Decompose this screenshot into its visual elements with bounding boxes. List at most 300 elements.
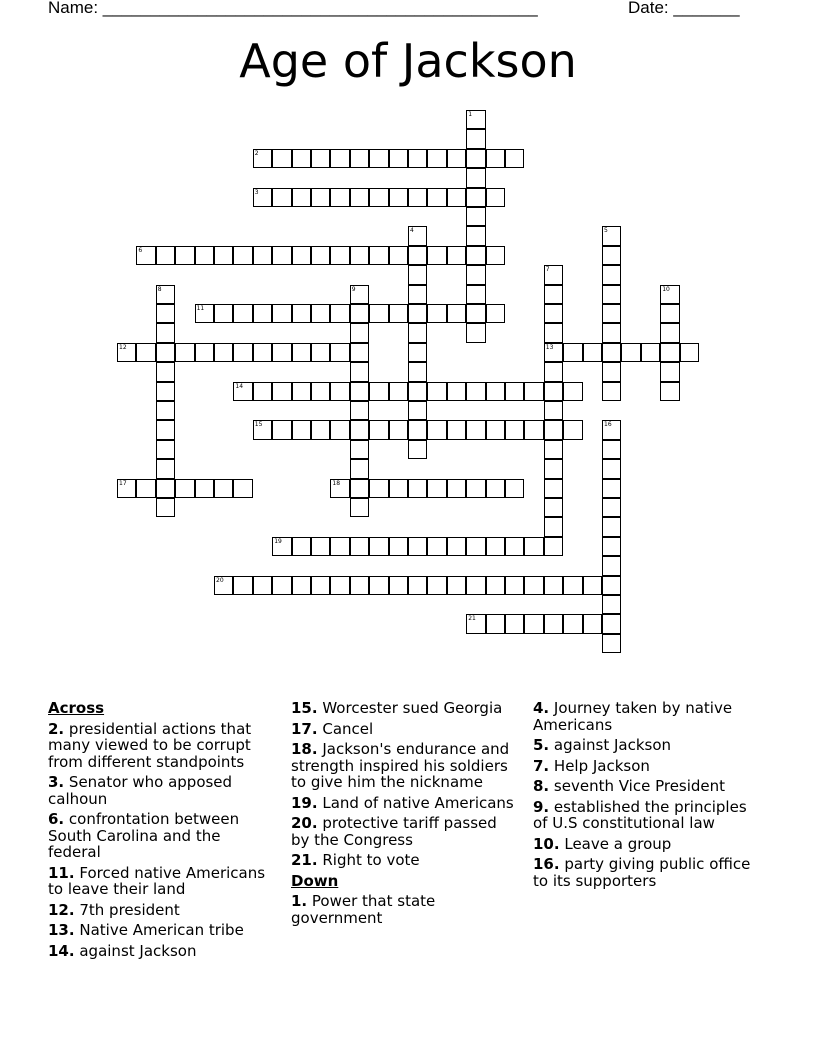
grid-cell[interactable] xyxy=(544,420,563,439)
clue-number: 21. xyxy=(291,851,318,869)
grid-cell[interactable] xyxy=(408,382,427,401)
cell-number: 13 xyxy=(545,343,554,351)
grid-cell[interactable] xyxy=(486,420,505,439)
clues-column-2 xyxy=(291,700,519,930)
grid-cell[interactable] xyxy=(350,401,369,420)
grid-cell[interactable] xyxy=(350,362,369,381)
grid-cell[interactable] xyxy=(544,343,563,362)
grid-cell[interactable] xyxy=(389,479,408,498)
grid-cell[interactable] xyxy=(602,420,621,439)
grid-cell[interactable] xyxy=(408,420,427,439)
grid-cell[interactable] xyxy=(272,304,291,323)
grid-cell[interactable] xyxy=(369,420,388,439)
grid-cell[interactable] xyxy=(233,246,252,265)
grid-cell[interactable] xyxy=(350,479,369,498)
grid-cell[interactable] xyxy=(641,343,660,362)
clue-17 xyxy=(291,721,519,738)
grid-cell[interactable] xyxy=(369,188,388,207)
grid-cell[interactable] xyxy=(447,304,466,323)
grid-cell[interactable] xyxy=(544,459,563,478)
grid-cell[interactable] xyxy=(466,420,485,439)
grid-cell[interactable] xyxy=(544,440,563,459)
grid-cell[interactable] xyxy=(602,265,621,284)
grid-cell[interactable] xyxy=(369,479,388,498)
grid-cell[interactable] xyxy=(544,517,563,536)
clue-number: 8. xyxy=(533,777,550,795)
grid-cell[interactable] xyxy=(136,479,155,498)
cell-number: 16 xyxy=(604,421,612,429)
grid-cell[interactable] xyxy=(156,498,175,517)
grid-cell[interactable] xyxy=(253,420,272,439)
grid-cell[interactable] xyxy=(486,382,505,401)
grid-cell[interactable] xyxy=(214,343,233,362)
grid-cell[interactable] xyxy=(660,323,679,342)
grid-cell[interactable] xyxy=(466,382,485,401)
grid-cell[interactable] xyxy=(233,304,252,323)
grid-cell[interactable] xyxy=(660,304,679,323)
clue-19 xyxy=(291,795,519,812)
grid-cell[interactable] xyxy=(350,343,369,362)
clue-number: 15. xyxy=(291,699,318,717)
grid-cell[interactable] xyxy=(408,401,427,420)
grid-cell[interactable] xyxy=(117,479,136,498)
grid-cell[interactable] xyxy=(660,343,679,362)
clue-number: 20. xyxy=(291,814,318,832)
grid-cell[interactable] xyxy=(350,420,369,439)
grid-cell[interactable] xyxy=(350,537,369,556)
grid-cell[interactable] xyxy=(524,420,543,439)
grid-cell[interactable] xyxy=(427,188,446,207)
grid-cell[interactable] xyxy=(350,246,369,265)
grid-cell[interactable] xyxy=(214,304,233,323)
grid-cell[interactable] xyxy=(544,576,563,595)
grid-cell[interactable] xyxy=(311,304,330,323)
clue-number: 13. xyxy=(48,921,75,939)
grid-cell[interactable] xyxy=(195,304,214,323)
clue-number: 12. xyxy=(48,900,75,919)
grid-cell[interactable] xyxy=(272,382,291,401)
cell-number: 17 xyxy=(119,479,127,487)
grid-cell[interactable] xyxy=(602,440,621,459)
grid-cell[interactable] xyxy=(272,576,291,595)
grid-cell[interactable] xyxy=(233,576,252,595)
grid-cell[interactable] xyxy=(369,149,388,168)
cell-number: 6 xyxy=(138,246,143,254)
grid-cell[interactable] xyxy=(389,188,408,207)
grid-cell[interactable] xyxy=(292,188,311,207)
clue-text: seventh Vice President xyxy=(553,777,726,795)
clue-4 xyxy=(533,700,761,733)
grid-cell[interactable] xyxy=(272,149,291,168)
grid-cell[interactable] xyxy=(466,537,485,556)
grid-cell[interactable] xyxy=(563,420,582,439)
clue-1 xyxy=(291,893,519,926)
clue-text: confrontation between South Carolina and the federal xyxy=(48,810,240,861)
grid-cell[interactable] xyxy=(544,479,563,498)
clue-number: 19. xyxy=(291,793,318,812)
grid-cell[interactable] xyxy=(660,285,679,304)
grid-cell[interactable] xyxy=(447,537,466,556)
grid-cell[interactable] xyxy=(272,420,291,439)
grid-cell[interactable] xyxy=(408,362,427,381)
grid-cell[interactable] xyxy=(408,285,427,304)
grid-cell[interactable] xyxy=(330,479,349,498)
grid-cell[interactable] xyxy=(292,304,311,323)
cell-number: 12 xyxy=(119,343,127,351)
grid-cell[interactable] xyxy=(544,537,563,556)
clue-number: 3. xyxy=(48,773,65,791)
clue-text: Journey taken by native Americans xyxy=(533,699,733,734)
grid-cell[interactable] xyxy=(214,576,233,595)
grid-cell[interactable] xyxy=(660,362,679,381)
grid-cell[interactable] xyxy=(563,576,582,595)
clue-9 xyxy=(533,799,761,832)
grid-cell[interactable] xyxy=(544,614,563,633)
grid-cell[interactable] xyxy=(602,595,621,614)
grid-cell[interactable] xyxy=(156,440,175,459)
grid-cell[interactable] xyxy=(602,246,621,265)
grid-cell[interactable] xyxy=(408,265,427,284)
grid-cell[interactable] xyxy=(505,420,524,439)
grid-cell[interactable] xyxy=(350,323,369,342)
grid-cell[interactable] xyxy=(602,556,621,575)
cell-number: 4 xyxy=(410,227,414,235)
grid-cell[interactable] xyxy=(330,188,349,207)
grid-cell[interactable] xyxy=(253,576,272,595)
grid-cell[interactable] xyxy=(524,537,543,556)
grid-cell[interactable] xyxy=(466,479,485,498)
grid-cell[interactable] xyxy=(602,304,621,323)
grid-cell[interactable] xyxy=(117,343,136,362)
grid-cell[interactable] xyxy=(602,343,621,362)
grid-cell[interactable] xyxy=(466,323,485,342)
grid-cell[interactable] xyxy=(505,479,524,498)
grid-cell[interactable] xyxy=(292,246,311,265)
grid-cell[interactable] xyxy=(253,188,272,207)
grid-cell[interactable] xyxy=(195,479,214,498)
grid-cell[interactable] xyxy=(505,149,524,168)
grid-cell[interactable] xyxy=(466,285,485,304)
grid-cell[interactable] xyxy=(505,382,524,401)
grid-cell[interactable] xyxy=(486,537,505,556)
grid-cell[interactable] xyxy=(486,149,505,168)
clue-text: against Jackson xyxy=(79,941,197,960)
grid-cell[interactable] xyxy=(602,285,621,304)
grid-cell[interactable] xyxy=(330,149,349,168)
grid-cell[interactable] xyxy=(136,343,155,362)
grid-cell[interactable] xyxy=(272,246,291,265)
clue-text: presidential actions that many viewed to be corrupt from different standpoints xyxy=(48,719,252,771)
grid-cell[interactable] xyxy=(602,382,621,401)
cell-number: 2 xyxy=(254,149,259,157)
grid-cell[interactable] xyxy=(195,246,214,265)
grid-cell[interactable] xyxy=(311,537,330,556)
grid-cell[interactable] xyxy=(350,149,369,168)
grid-cell[interactable] xyxy=(175,479,194,498)
grid-cell[interactable] xyxy=(408,537,427,556)
cell-number: 3 xyxy=(254,188,259,196)
grid-cell[interactable] xyxy=(195,343,214,362)
clue-14 xyxy=(48,943,276,960)
grid-cell[interactable] xyxy=(330,420,349,439)
grid-cell[interactable] xyxy=(466,207,485,226)
grid-cell[interactable] xyxy=(544,498,563,517)
grid-cell[interactable] xyxy=(408,149,427,168)
clue-number: 14. xyxy=(48,941,75,960)
cell-number: 20 xyxy=(216,576,224,584)
grid-cell[interactable] xyxy=(369,246,388,265)
grid-cell[interactable] xyxy=(563,382,582,401)
cell-number: 7 xyxy=(545,266,550,274)
cell-number: 19 xyxy=(274,537,282,545)
grid-cell[interactable] xyxy=(156,479,175,498)
grid-cell[interactable] xyxy=(408,576,427,595)
grid-cell[interactable] xyxy=(486,188,505,207)
grid-cell[interactable] xyxy=(311,343,330,362)
grid-cell[interactable] xyxy=(156,246,175,265)
grid-cell[interactable] xyxy=(330,246,349,265)
grid-cell[interactable] xyxy=(272,188,291,207)
grid-cell[interactable] xyxy=(602,226,621,245)
grid-cell[interactable] xyxy=(369,576,388,595)
grid-cell[interactable] xyxy=(447,246,466,265)
grid-cell[interactable] xyxy=(214,246,233,265)
grid-cell[interactable] xyxy=(311,149,330,168)
grid-cell[interactable] xyxy=(524,382,543,401)
grid-cell[interactable] xyxy=(602,517,621,536)
clue-text: Power that state government xyxy=(291,892,436,927)
grid-cell[interactable] xyxy=(408,188,427,207)
grid-cell[interactable] xyxy=(369,304,388,323)
grid-cell[interactable] xyxy=(447,382,466,401)
name-field-label[interactable]: Name: ______________________________________________ xyxy=(48,0,538,17)
grid-cell[interactable] xyxy=(447,479,466,498)
grid-cell[interactable] xyxy=(292,382,311,401)
grid-cell[interactable] xyxy=(427,420,446,439)
grid-cell[interactable] xyxy=(544,265,563,284)
grid-cell[interactable] xyxy=(253,304,272,323)
grid-cell[interactable] xyxy=(292,420,311,439)
grid-cell[interactable] xyxy=(272,537,291,556)
grid-cell[interactable] xyxy=(427,537,446,556)
grid-cell[interactable] xyxy=(486,246,505,265)
grid-cell[interactable] xyxy=(466,149,485,168)
grid-cell[interactable] xyxy=(233,479,252,498)
grid-cell[interactable] xyxy=(408,226,427,245)
grid-cell[interactable] xyxy=(330,576,349,595)
grid-cell[interactable] xyxy=(233,343,252,362)
grid-cell[interactable] xyxy=(466,265,485,284)
cell-number: 8 xyxy=(157,285,162,293)
grid-cell[interactable] xyxy=(350,285,369,304)
grid-cell[interactable] xyxy=(156,362,175,381)
grid-cell[interactable] xyxy=(602,479,621,498)
grid-cell[interactable] xyxy=(544,323,563,342)
grid-cell[interactable] xyxy=(389,382,408,401)
grid-cell[interactable] xyxy=(602,362,621,381)
grid-cell[interactable] xyxy=(408,440,427,459)
grid-cell[interactable] xyxy=(350,382,369,401)
grid-cell[interactable] xyxy=(466,110,485,129)
grid-cell[interactable] xyxy=(563,614,582,633)
grid-cell[interactable] xyxy=(214,479,233,498)
grid-cell[interactable] xyxy=(156,382,175,401)
grid-cell[interactable] xyxy=(602,498,621,517)
grid-cell[interactable] xyxy=(466,304,485,323)
grid-cell[interactable] xyxy=(602,634,621,653)
grid-cell[interactable] xyxy=(233,382,252,401)
grid-cell[interactable] xyxy=(544,382,563,401)
grid-cell[interactable] xyxy=(486,479,505,498)
grid-cell[interactable] xyxy=(389,537,408,556)
grid-cell[interactable] xyxy=(447,188,466,207)
grid-cell[interactable] xyxy=(350,304,369,323)
clue-number: 1. xyxy=(291,892,308,910)
grid-cell[interactable] xyxy=(505,537,524,556)
grid-cell[interactable] xyxy=(486,614,505,633)
grid-cell[interactable] xyxy=(389,246,408,265)
grid-cell[interactable] xyxy=(408,343,427,362)
grid-cell[interactable] xyxy=(466,168,485,187)
grid-cell[interactable] xyxy=(253,382,272,401)
clue-text: Cancel xyxy=(322,719,374,738)
clue-10 xyxy=(533,836,761,853)
grid-cell[interactable] xyxy=(136,246,155,265)
clue-number: 4. xyxy=(533,699,550,717)
grid-cell[interactable] xyxy=(175,343,194,362)
grid-cell[interactable] xyxy=(292,537,311,556)
grid-cell[interactable] xyxy=(156,459,175,478)
cell-number: 10 xyxy=(662,285,670,293)
grid-cell[interactable] xyxy=(427,382,446,401)
grid-cell[interactable] xyxy=(408,304,427,323)
grid-cell[interactable] xyxy=(156,285,175,304)
grid-cell[interactable] xyxy=(544,362,563,381)
grid-cell[interactable] xyxy=(156,343,175,362)
grid-cell[interactable] xyxy=(544,401,563,420)
grid-cell[interactable] xyxy=(602,614,621,633)
grid-cell[interactable] xyxy=(311,420,330,439)
grid-cell[interactable] xyxy=(602,537,621,556)
grid-cell[interactable] xyxy=(486,576,505,595)
grid-cell[interactable] xyxy=(292,149,311,168)
grid-cell[interactable] xyxy=(330,382,349,401)
grid-cell[interactable] xyxy=(350,576,369,595)
grid-cell[interactable] xyxy=(311,576,330,595)
grid-cell[interactable] xyxy=(369,382,388,401)
grid-cell[interactable] xyxy=(466,226,485,245)
grid-cell[interactable] xyxy=(330,343,349,362)
grid-cell[interactable] xyxy=(369,537,388,556)
grid-cell[interactable] xyxy=(292,343,311,362)
grid-cell[interactable] xyxy=(427,576,446,595)
grid-cell[interactable] xyxy=(544,304,563,323)
grid-cell[interactable] xyxy=(156,304,175,323)
grid-cell[interactable] xyxy=(583,614,602,633)
grid-cell[interactable] xyxy=(272,343,291,362)
grid-cell[interactable] xyxy=(660,382,679,401)
grid-cell[interactable] xyxy=(466,129,485,148)
grid-cell[interactable] xyxy=(330,304,349,323)
grid-cell[interactable] xyxy=(427,246,446,265)
clue-number: 10. xyxy=(533,834,560,853)
grid-cell[interactable] xyxy=(505,576,524,595)
cell-number: 14 xyxy=(235,382,244,390)
cell-number: 11 xyxy=(196,305,205,312)
grid-cell[interactable] xyxy=(680,343,699,362)
grid-cell[interactable] xyxy=(408,479,427,498)
grid-cell[interactable] xyxy=(156,323,175,342)
clue-6 xyxy=(48,811,276,861)
grid-cell[interactable] xyxy=(350,440,369,459)
grid-cell[interactable] xyxy=(427,479,446,498)
grid-cell[interactable] xyxy=(447,149,466,168)
grid-cell[interactable] xyxy=(466,614,485,633)
grid-cell[interactable] xyxy=(447,576,466,595)
clue-7 xyxy=(533,758,761,775)
grid-cell[interactable] xyxy=(621,343,640,362)
grid-cell[interactable] xyxy=(447,420,466,439)
grid-cell[interactable] xyxy=(389,576,408,595)
grid-cell[interactable] xyxy=(583,576,602,595)
grid-cell[interactable] xyxy=(350,188,369,207)
grid-cell[interactable] xyxy=(156,420,175,439)
date-field-label[interactable]: Date: _______ xyxy=(628,0,740,17)
grid-cell[interactable] xyxy=(389,149,408,168)
grid-cell[interactable] xyxy=(486,304,505,323)
clue-text: Right to vote xyxy=(322,851,420,869)
grid-cell[interactable] xyxy=(524,614,543,633)
grid-cell[interactable] xyxy=(311,246,330,265)
grid-cell[interactable] xyxy=(408,246,427,265)
grid-cell[interactable] xyxy=(350,498,369,517)
grid-cell[interactable] xyxy=(524,576,543,595)
grid-cell[interactable] xyxy=(563,343,582,362)
grid-cell[interactable] xyxy=(292,576,311,595)
clue-number: 16. xyxy=(533,855,560,873)
cell-number: 1 xyxy=(468,111,473,118)
grid-cell[interactable] xyxy=(311,382,330,401)
clues-column-3 xyxy=(533,700,761,893)
grid-cell[interactable] xyxy=(505,614,524,633)
clue-text: protective tariff passed by the Congress xyxy=(291,814,497,849)
grid-cell[interactable] xyxy=(466,576,485,595)
grid-cell[interactable] xyxy=(350,459,369,478)
grid-cell[interactable] xyxy=(466,188,485,207)
grid-cell[interactable] xyxy=(156,401,175,420)
clue-13 xyxy=(48,922,276,939)
down-heading: Down xyxy=(291,871,339,890)
grid-cell[interactable] xyxy=(427,149,446,168)
grid-cell[interactable] xyxy=(466,246,485,265)
grid-cell[interactable] xyxy=(389,304,408,323)
grid-cell[interactable] xyxy=(544,285,563,304)
grid-cell[interactable] xyxy=(253,343,272,362)
grid-cell[interactable] xyxy=(175,246,194,265)
grid-cell[interactable] xyxy=(389,420,408,439)
grid-cell[interactable] xyxy=(427,304,446,323)
grid-cell[interactable] xyxy=(583,343,602,362)
clue-5 xyxy=(533,737,761,754)
grid-cell[interactable] xyxy=(602,459,621,478)
grid-cell[interactable] xyxy=(408,323,427,342)
grid-cell[interactable] xyxy=(602,576,621,595)
grid-cell[interactable] xyxy=(253,149,272,168)
grid-cell[interactable] xyxy=(253,246,272,265)
grid-cell[interactable] xyxy=(311,188,330,207)
grid-cell[interactable] xyxy=(330,537,349,556)
grid-cell[interactable] xyxy=(602,323,621,342)
